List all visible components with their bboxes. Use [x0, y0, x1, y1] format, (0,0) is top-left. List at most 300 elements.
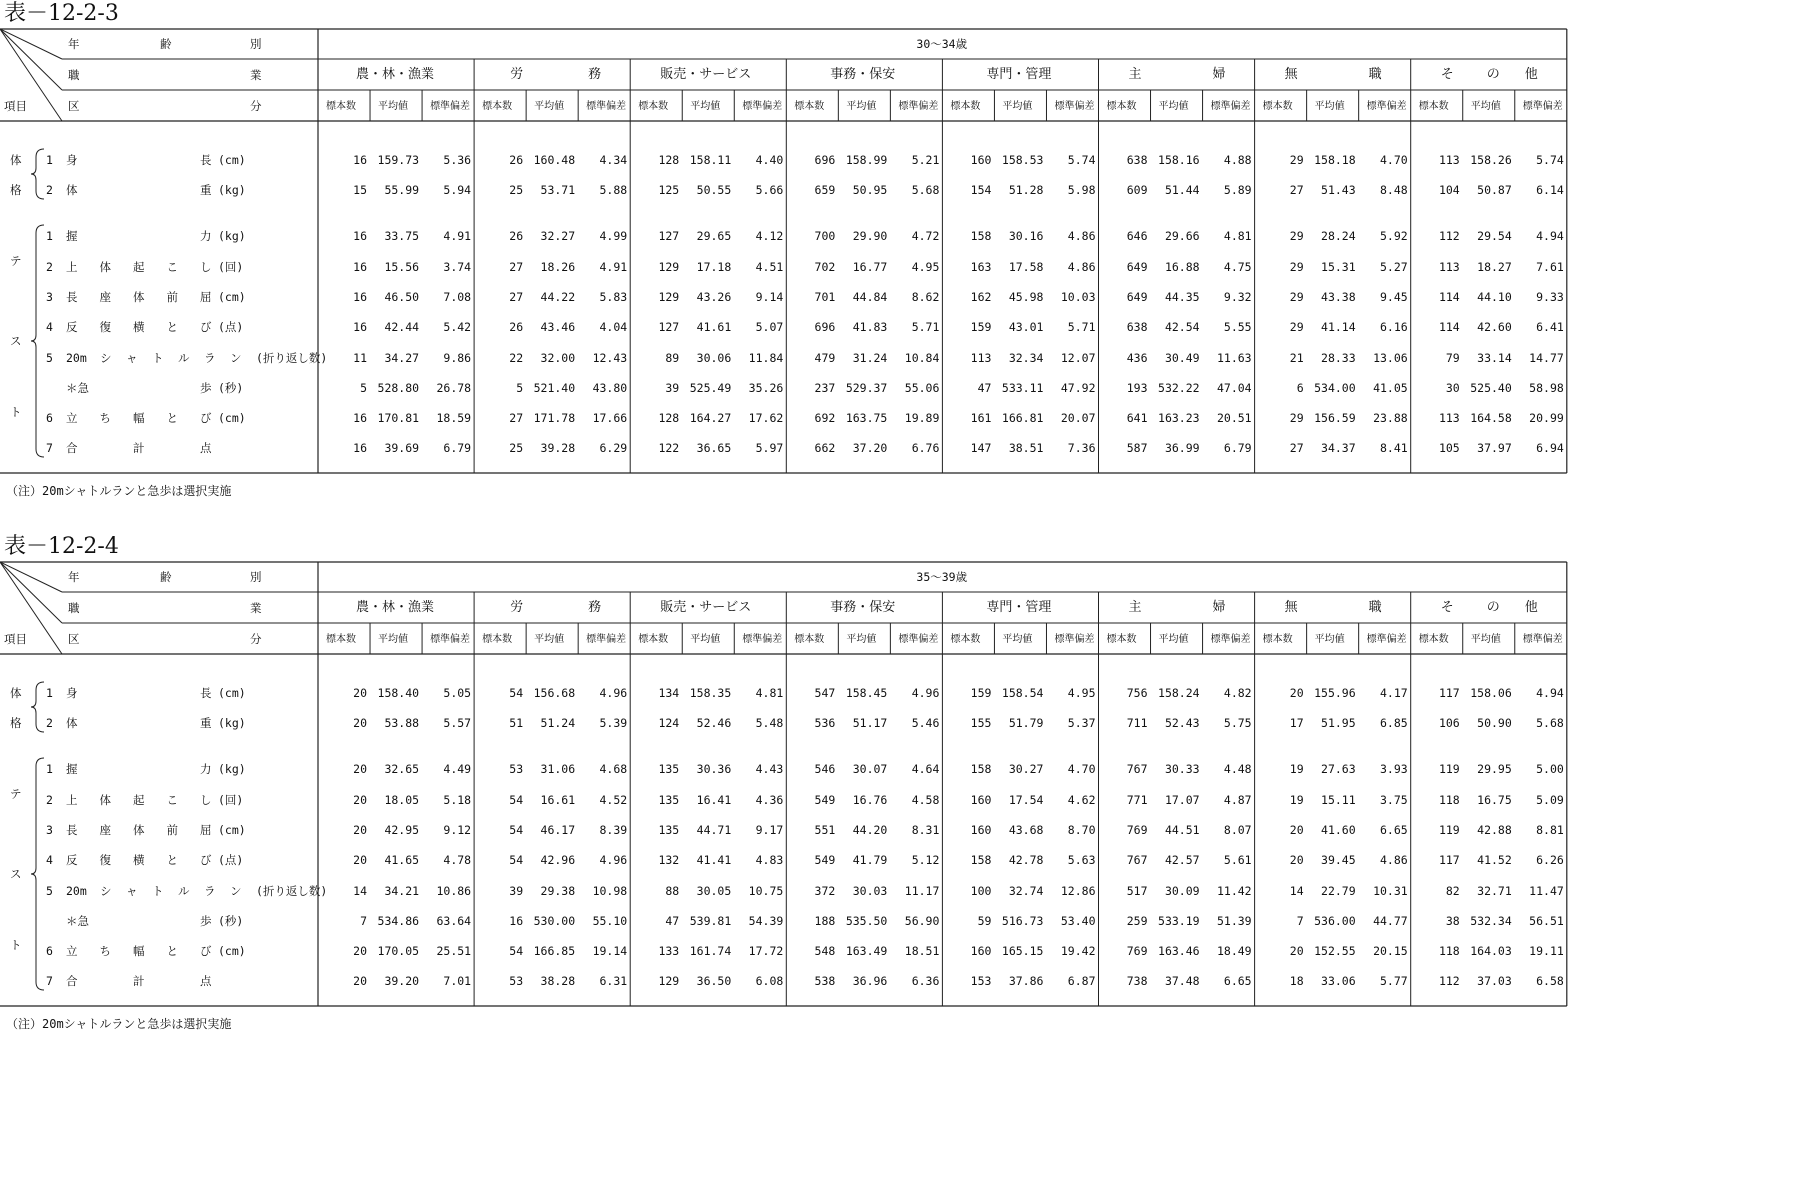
occupation-header: 主 [1128, 67, 1142, 82]
header-koumoku: 項目 [4, 99, 27, 113]
table-cell: 14 [1289, 884, 1304, 898]
table-cell: 50.90 [1477, 716, 1512, 730]
table-cell: 159 [970, 686, 992, 700]
table-cell: 6.16 [1379, 320, 1408, 334]
table-cell: 129 [658, 290, 680, 304]
row-label-number: 1 [46, 153, 53, 167]
table-cell: 128 [658, 411, 680, 425]
row-label-char: 反 [66, 320, 78, 334]
row-label-number: 1 [46, 762, 53, 776]
table-cell: 28.24 [1321, 229, 1356, 243]
row-label-char: び [200, 853, 212, 867]
age-group-label: 30～34歳 [916, 37, 968, 51]
table-cell: 4.51 [755, 260, 784, 274]
table-cell: 16.88 [1164, 260, 1200, 274]
table-cell: 6.31 [599, 974, 628, 988]
table-cell: 34.21 [384, 884, 420, 898]
table-cell: 767 [1126, 762, 1148, 776]
table-cell: 27 [1289, 183, 1304, 197]
table-cell: 767 [1126, 853, 1148, 867]
table-cell: 16.61 [540, 793, 576, 807]
sub-column-header: 平均値 [1158, 634, 1189, 645]
table-cell: 23.88 [1373, 411, 1408, 425]
table-cell: 41.65 [384, 853, 420, 867]
table-cell: 659 [814, 183, 836, 197]
table-cell: 158.06 [1470, 686, 1512, 700]
table-cell: 44.20 [852, 823, 888, 837]
table-cell: 16.75 [1477, 793, 1512, 807]
table-cell: 55.99 [384, 183, 420, 197]
table-cell: 4.81 [755, 686, 784, 700]
group-label-taikaku: 格 [10, 183, 22, 197]
table-cell: 12.86 [1060, 884, 1096, 898]
table-cell: 5.55 [1223, 320, 1252, 334]
table-cell: 17 [1289, 716, 1304, 730]
table-cell: 521.40 [533, 381, 576, 395]
table-cell: 35.26 [748, 381, 784, 395]
table-cell: 26 [509, 229, 524, 243]
row-label-unit: (秒) [218, 914, 244, 928]
table-cell: 17.07 [1164, 793, 1200, 807]
row-label-unit: (kg) [218, 183, 246, 197]
table-cell: 54.39 [748, 914, 784, 928]
table-cell: 165.15 [1001, 944, 1044, 958]
table-cell: 163 [970, 260, 992, 274]
table-cell: 37.48 [1164, 974, 1200, 988]
table-cell: 29 [1289, 320, 1304, 334]
table-cell: 20 [353, 762, 368, 776]
table-cell: 5.39 [599, 716, 628, 730]
table-cell: 29 [1289, 290, 1304, 304]
table-cell: 4.34 [599, 153, 628, 167]
table-cell: 15.56 [384, 260, 420, 274]
table-cell: 5.18 [443, 793, 472, 807]
table-cell: 36.96 [852, 974, 888, 988]
header-betsu: 別 [250, 570, 262, 584]
table-cell: 41.60 [1321, 823, 1356, 837]
table-cell: 4.96 [599, 686, 628, 700]
table-cell: 45.98 [1008, 290, 1044, 304]
table-cell: 36.65 [696, 441, 732, 455]
sub-column-header: 標準偏差 [1210, 634, 1251, 645]
table-cell: 160 [970, 823, 992, 837]
group-label-test: ス [10, 334, 22, 348]
table-cell: 27.63 [1321, 762, 1356, 776]
table-cell: 32.71 [1477, 884, 1512, 898]
table-cell: 5 [360, 381, 368, 395]
table-cell: 33.06 [1321, 974, 1356, 988]
row-label-unit: (cm) [218, 290, 246, 304]
table-cell: 53 [509, 974, 524, 988]
row-label-char: 長 [200, 153, 212, 167]
table-cell: 16 [353, 320, 368, 334]
table-cell: 32.74 [1008, 884, 1044, 898]
table-cell: 26 [509, 320, 524, 334]
table-note: （注）20mシャトルランと急歩は選択実施 [6, 1017, 232, 1031]
row-label-char: 座 [99, 290, 111, 304]
sub-column-header: 平均値 [690, 634, 721, 645]
sub-column-header: 標準偏差 [1366, 634, 1407, 645]
table-cell: 15.31 [1321, 260, 1356, 274]
table-cell: 711 [1126, 716, 1148, 730]
table-cell: 52.43 [1164, 716, 1200, 730]
table-cell: 9.45 [1379, 290, 1408, 304]
table-cell: 170.81 [377, 411, 420, 425]
table-cell: 6.79 [443, 441, 472, 455]
table-cell: 53.40 [1060, 914, 1096, 928]
table-cell: 32.34 [1008, 351, 1044, 365]
table-cell: 33.75 [384, 229, 420, 243]
table-cell: 22 [509, 351, 524, 365]
table-cell: 259 [1126, 914, 1148, 928]
group-label-test: テ [10, 254, 22, 268]
table-cell: 372 [814, 884, 836, 898]
table-cell: 6.79 [1223, 441, 1252, 455]
occupation-header: 事務・保安 [830, 600, 896, 615]
table-cell: 5.21 [911, 153, 940, 167]
row-label-number: 3 [46, 823, 53, 837]
table-cell: 152.55 [1314, 944, 1356, 958]
table-cell: 18.59 [436, 411, 472, 425]
table-cell: 4.70 [1379, 153, 1408, 167]
row-label-char: 幅 [133, 411, 145, 425]
table-cell: 106 [1438, 716, 1460, 730]
table-cell: 42.54 [1164, 320, 1200, 334]
table-cell: 5.97 [755, 441, 784, 455]
table-cell: 14 [353, 884, 368, 898]
row-label-number: 6 [46, 944, 53, 958]
table-cell: 51.28 [1008, 183, 1044, 197]
table-cell: 155 [970, 716, 992, 730]
sub-column-header: 標準偏差 [1522, 101, 1563, 112]
header-kubun: 区 [68, 632, 80, 646]
table-cell: 6.94 [1536, 441, 1564, 455]
row-label-char: し [200, 793, 212, 807]
table-cell: 20 [353, 823, 368, 837]
occupation-header: 職 [1368, 67, 1382, 82]
table-cell: 30.05 [696, 884, 732, 898]
table-cell: 117 [1438, 686, 1460, 700]
row-label-char: ト [152, 884, 164, 898]
table-cell: 188 [814, 914, 836, 928]
table-cell: 7.01 [443, 974, 472, 988]
table-cell: 587 [1126, 441, 1148, 455]
header-bun: 分 [250, 632, 262, 646]
table-cell: 20.15 [1373, 944, 1408, 958]
table-cell: 16 [353, 411, 368, 425]
sub-column-header: 標準偏差 [1210, 101, 1251, 112]
table-cell: 166.81 [1001, 411, 1044, 425]
table-cell: 3.75 [1379, 793, 1408, 807]
table-cell: 756 [1126, 686, 1148, 700]
sub-column-header: 標本数 [950, 101, 981, 112]
table-cell: 20.07 [1060, 411, 1096, 425]
row-label-char: 屈 [200, 823, 212, 837]
table-cell: 696 [814, 153, 836, 167]
table-cell: 5 [516, 381, 524, 395]
table-cell: 158.35 [689, 686, 732, 700]
table-cell: 114 [1438, 320, 1460, 334]
table-cell: 16 [353, 260, 368, 274]
row-label-char: と [166, 853, 178, 867]
table-cell: 549 [814, 793, 836, 807]
occupation-header: 販売・サービス [660, 67, 752, 82]
table-cell: 6.26 [1536, 853, 1564, 867]
occupation-header: 労 [510, 67, 524, 82]
row-label-char: 上 [66, 260, 78, 274]
group-label-taikaku: 格 [10, 716, 22, 730]
table-cell: 547 [814, 686, 836, 700]
table-cell: 127 [658, 229, 680, 243]
table-cell: 4.58 [911, 793, 940, 807]
table-cell: 20 [1289, 853, 1304, 867]
row-label-unit: (kg) [218, 716, 246, 730]
table-cell: 19 [1289, 762, 1304, 776]
table-cell: 133 [658, 944, 680, 958]
row-label-unit: (回) [218, 260, 244, 274]
table-cell: 17.54 [1008, 793, 1044, 807]
table-cell: 26 [509, 153, 524, 167]
table-cell: 37.86 [1008, 974, 1044, 988]
table-cell: 5.66 [755, 183, 784, 197]
sub-column-header: 標準偏差 [430, 101, 471, 112]
row-label-char: ン [230, 351, 242, 365]
table-cell: 30.09 [1164, 884, 1200, 898]
table-cell: 4.12 [755, 229, 784, 243]
table-cell: 534.86 [377, 914, 420, 928]
table-cell: 10.75 [748, 884, 784, 898]
table-cell: 19 [1289, 793, 1304, 807]
table-cell: 19.11 [1529, 944, 1564, 958]
table-cell: 4.75 [1223, 260, 1252, 274]
table-cell: 51.39 [1216, 914, 1252, 928]
table-cell: 171.78 [533, 411, 576, 425]
table-cell: 113 [970, 351, 992, 365]
row-label-char: 起 [133, 793, 145, 807]
table-cell: 44.35 [1164, 290, 1200, 304]
header-nen: 年 [68, 570, 80, 584]
table-cell: 163.46 [1158, 944, 1200, 958]
table-cell: 44.22 [540, 290, 576, 304]
table-cell: 662 [814, 441, 836, 455]
table-cell: 8.70 [1067, 823, 1096, 837]
table-grid-lines [0, 561, 1806, 1008]
row-label-char: シ [100, 351, 112, 365]
table-cell: 4.72 [911, 229, 940, 243]
row-label-char: 重 [200, 716, 212, 730]
row-label-char: 反 [66, 853, 78, 867]
row-label-char: ト [152, 351, 164, 365]
sub-column-header: 標準偏差 [1522, 634, 1563, 645]
table-cell: 38.28 [540, 974, 576, 988]
row-label-unit: (折り返し数) [256, 884, 328, 898]
table-cell: 3.74 [443, 260, 472, 274]
table-cell: 30.16 [1008, 229, 1044, 243]
table-cell: 29 [1289, 260, 1304, 274]
table-cell: 479 [814, 351, 836, 365]
table-cell: 55.10 [592, 914, 628, 928]
table-cell: 39.28 [540, 441, 576, 455]
row-label-char: ＊急 [66, 381, 89, 395]
sub-column-header: 標準偏差 [898, 634, 939, 645]
table-cell: 533.11 [1001, 381, 1044, 395]
table-cell: 30.06 [696, 351, 732, 365]
table-cell: 4.04 [599, 320, 628, 334]
table-cell: 546 [814, 762, 836, 776]
table-cell: 119 [1438, 823, 1460, 837]
table-cell: 20 [353, 853, 368, 867]
table-cell: 161 [970, 411, 992, 425]
row-label-char: 歩 [200, 381, 212, 395]
row-label-char: 計 [133, 974, 145, 988]
table-cell: 43.46 [540, 320, 576, 334]
occupation-header: の [1486, 67, 1500, 82]
row-label-char: ル [178, 884, 190, 898]
table-cell: 549 [814, 853, 836, 867]
table-cell: 43.26 [696, 290, 732, 304]
table-cell: 20 [353, 944, 368, 958]
table-cell: 54 [509, 853, 524, 867]
table-cell: 39 [665, 381, 680, 395]
row-label-char: ャ [126, 351, 138, 365]
table-cell: 41.79 [852, 853, 888, 867]
table-cell: 5.71 [911, 320, 940, 334]
table-cell: 5.00 [1536, 762, 1564, 776]
sub-column-header: 標本数 [1106, 101, 1137, 112]
row-label-char: 復 [99, 320, 111, 334]
table-cell: 161.74 [689, 944, 732, 958]
row-label-char: 体 [99, 260, 111, 274]
table-cell: 771 [1126, 793, 1148, 807]
table-cell: 5.98 [1067, 183, 1096, 197]
table-cell: 5.75 [1223, 716, 1252, 730]
table-cell: 135 [658, 762, 680, 776]
occupation-header: の [1486, 600, 1500, 615]
table-cell: 43.80 [592, 381, 628, 395]
row-label-char: び [200, 320, 212, 334]
table-cell: 158.54 [1001, 686, 1044, 700]
table-cell: 39 [509, 884, 524, 898]
table-cell: 158.16 [1158, 153, 1200, 167]
table-cell: 117 [1438, 853, 1460, 867]
table-cell: 12.43 [592, 351, 628, 365]
table-cell: 27 [509, 290, 524, 304]
table-cell: 20 [353, 686, 368, 700]
table-cell: 16 [353, 441, 368, 455]
table-cell: 9.14 [755, 290, 784, 304]
occupation-header: 他 [1524, 67, 1538, 82]
table-cell: 79 [1445, 351, 1460, 365]
sub-column-header: 平均値 [1002, 634, 1033, 645]
table-cell: 155.96 [1314, 686, 1356, 700]
header-rei: 齢 [160, 37, 172, 51]
table-cell: 696 [814, 320, 836, 334]
row-label-char: ラ [204, 884, 216, 898]
table-cell: 29 [1289, 411, 1304, 425]
table-cell: 20 [353, 716, 368, 730]
table-cell: 641 [1126, 411, 1148, 425]
row-label-char: ラ [204, 351, 216, 365]
sub-column-header: 標本数 [1106, 634, 1137, 645]
sub-column-header: 標本数 [326, 634, 356, 645]
table-cell: 166.85 [533, 944, 576, 958]
row-label-char: シ [100, 884, 112, 898]
table-cell: 5.94 [443, 183, 472, 197]
table-cell: 8.31 [911, 823, 940, 837]
table-cell: 29.65 [696, 229, 732, 243]
table-cell: 8.48 [1379, 183, 1408, 197]
row-label-char: と [166, 944, 178, 958]
occupation-header: 農・林・漁業 [356, 67, 435, 82]
row-label-char: 前 [166, 290, 178, 304]
sub-column-header: 標準偏差 [742, 634, 783, 645]
row-label-char: 横 [133, 853, 145, 867]
table-cell: 158.99 [845, 153, 888, 167]
table-cell: 30.03 [852, 884, 888, 898]
row-label-char: ち [99, 944, 111, 958]
data-table [0, 28, 1806, 475]
sub-column-header: 標準偏差 [898, 101, 939, 112]
table-cell: 164.27 [689, 411, 732, 425]
row-label-char: ャ [126, 884, 138, 898]
table-cell: 16 [509, 914, 524, 928]
row-label-char: 体 [99, 793, 111, 807]
row-label-number: 3 [46, 290, 53, 304]
table-cell: 63.64 [436, 914, 472, 928]
row-label-number: 2 [46, 716, 53, 730]
table-title: 表－12-2-3 [4, 1, 119, 26]
table-cell: 37.20 [852, 441, 888, 455]
table-cell: 41.41 [696, 853, 732, 867]
table-cell: 5.36 [443, 153, 472, 167]
occupation-header: 務 [588, 67, 602, 82]
table-cell: 163.49 [845, 944, 888, 958]
row-label-char: 長 [200, 686, 212, 700]
table-cell: 42.88 [1477, 823, 1512, 837]
table-cell: 47 [665, 914, 680, 928]
table-cell: 53.71 [540, 183, 576, 197]
table-cell: 147 [970, 441, 992, 455]
row-label-char: ル [178, 351, 190, 365]
table-cell: 5.61 [1223, 853, 1252, 867]
table-cell: 4.62 [1067, 793, 1096, 807]
table-cell: 18.26 [540, 260, 576, 274]
table-cell: 8.07 [1223, 823, 1252, 837]
table-cell: 20 [1289, 944, 1304, 958]
table-cell: 4.43 [755, 762, 784, 776]
table-cell: 42.57 [1164, 853, 1200, 867]
row-label-char: 体 [66, 716, 78, 730]
row-label-char: 握 [66, 229, 78, 243]
table-cell: 20 [353, 974, 368, 988]
table-cell: 43.68 [1008, 823, 1044, 837]
table-cell: 158.40 [377, 686, 420, 700]
table-cell: 5.77 [1379, 974, 1408, 988]
table-cell: 9.32 [1223, 290, 1252, 304]
table-cell: 25.51 [436, 944, 472, 958]
occupation-header: 他 [1524, 600, 1538, 615]
table-cell: 8.41 [1379, 441, 1408, 455]
table-cell: 88 [665, 884, 680, 898]
row-label-unit: (kg) [218, 762, 246, 776]
table-cell: 6.65 [1223, 974, 1252, 988]
table-cell: 47 [977, 381, 992, 395]
table-cell: 436 [1126, 351, 1148, 365]
group-label-taikaku: 体 [10, 153, 22, 167]
table-cell: 4.83 [755, 853, 784, 867]
table-cell: 39.45 [1321, 853, 1356, 867]
table-cell: 769 [1126, 823, 1148, 837]
